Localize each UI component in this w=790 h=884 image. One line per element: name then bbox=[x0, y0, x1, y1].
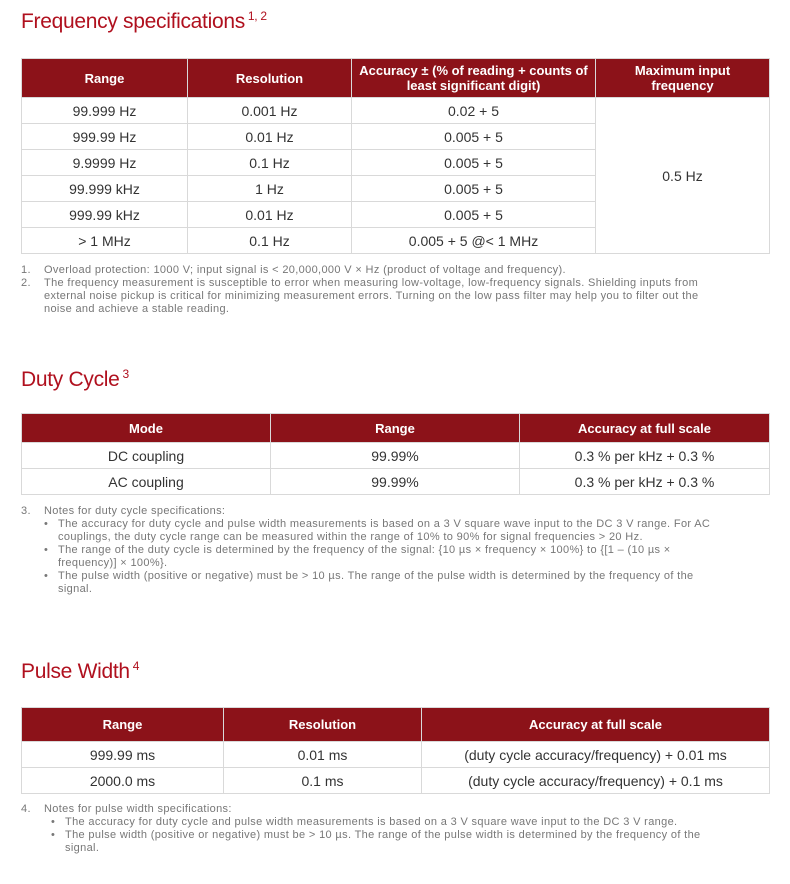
list-item: • The accuracy for duty cycle and pulse width measurements is based on a 3 V square wave input to the DC 3 V range. bbox=[65, 816, 721, 829]
accuracy-cell: 0.005 + 5 @< 1 MHz bbox=[352, 228, 596, 254]
accuracy-cell: 0.3 % per kHz + 0.3 % bbox=[520, 469, 770, 495]
frequency-header-resolution: Resolution bbox=[188, 59, 352, 98]
range-cell: 99.99% bbox=[271, 469, 520, 495]
frequency-header-row bbox=[22, 59, 770, 98]
pulse-bullet-list bbox=[21, 816, 721, 855]
table-row bbox=[22, 469, 770, 495]
frequency-header-accuracy: Accuracy ± (% of reading + counts of least significant digit) bbox=[352, 59, 596, 98]
pulse-notes bbox=[21, 803, 721, 855]
footnote bbox=[21, 277, 721, 316]
frequency-header-range: Range bbox=[22, 59, 188, 98]
accuracy-cell: 0.005 + 5 bbox=[352, 150, 596, 176]
duty-title: Duty Cycle bbox=[21, 368, 120, 391]
pulse-header-range: Range bbox=[22, 708, 224, 742]
resolution-cell: 0.001 Hz bbox=[188, 98, 352, 124]
table-row bbox=[22, 768, 770, 794]
footnote-text: Notes for duty cycle specifications: bbox=[44, 505, 226, 517]
range-cell: 99.999 kHz bbox=[22, 176, 188, 202]
footnote-text: The frequency measurement is susceptible to error when measuring low-voltage, low-frequency signals. Shielding inputs from external noise pickup is critical for minimizing measurement errors. Turning on the low pass filter may help you to filter out the noise and achieve a stable reading. bbox=[44, 277, 699, 315]
duty-header-mode: Mode bbox=[22, 414, 271, 443]
duty-header-range: Range bbox=[271, 414, 520, 443]
footnote-text: Notes for pulse width specifications: bbox=[44, 803, 232, 815]
list-item: • The range of the duty cycle is determined by the frequency of the signal: {10 µs × frequency × 100%} to {[1 – (10 µs × frequency)] × 100%}. bbox=[58, 544, 721, 570]
table-row bbox=[22, 742, 770, 768]
frequency-superscript: 1, 2 bbox=[247, 9, 267, 23]
accuracy-cell: 0.3 % per kHz + 0.3 % bbox=[520, 443, 770, 469]
accuracy-cell: 0.005 + 5 bbox=[352, 124, 596, 150]
pulse-header-resolution: Resolution bbox=[224, 708, 422, 742]
accuracy-cell: (duty cycle accuracy/frequency) + 0.1 ms bbox=[422, 768, 770, 794]
pulse-header-accuracy: Accuracy at full scale bbox=[422, 708, 770, 742]
accuracy-cell: (duty cycle accuracy/frequency) + 0.01 ms bbox=[422, 742, 770, 768]
pulse-table bbox=[21, 707, 770, 794]
range-cell: > 1 MHz bbox=[22, 228, 188, 254]
mode-cell: DC coupling bbox=[22, 443, 271, 469]
pulse-header-row bbox=[22, 708, 770, 742]
duty-heading bbox=[21, 368, 129, 392]
range-cell: 99.99% bbox=[271, 443, 520, 469]
resolution-cell: 0.1 Hz bbox=[188, 228, 352, 254]
range-cell: 999.99 ms bbox=[22, 742, 224, 768]
footnote bbox=[21, 264, 721, 277]
duty-bullet-list bbox=[21, 518, 721, 596]
list-item: • The pulse width (positive or negative) must be > 10 µs. The range of the pulse width is determined by the frequency of the signal. bbox=[65, 829, 721, 855]
footnote-text: Overload protection: 1000 V; input signal is < 20,000,000 V × Hz (product of voltage and frequency). bbox=[44, 264, 566, 276]
accuracy-cell: 0.005 + 5 bbox=[352, 202, 596, 228]
footnote bbox=[21, 505, 721, 518]
duty-superscript: 3 bbox=[122, 367, 129, 381]
frequency-notes bbox=[21, 264, 721, 316]
frequency-header-max-input: Maximum input frequency bbox=[596, 59, 770, 98]
footnote-number: 4. bbox=[21, 803, 31, 815]
resolution-cell: 0.1 ms bbox=[224, 768, 422, 794]
accuracy-cell: 0.02 + 5 bbox=[352, 98, 596, 124]
frequency-heading bbox=[21, 10, 267, 34]
pulse-heading bbox=[21, 660, 139, 684]
range-cell: 999.99 Hz bbox=[22, 124, 188, 150]
resolution-cell: 1 Hz bbox=[188, 176, 352, 202]
frequency-title: Frequency specifications bbox=[21, 10, 245, 33]
resolution-cell: 0.01 Hz bbox=[188, 124, 352, 150]
range-cell: 2000.0 ms bbox=[22, 768, 224, 794]
duty-notes bbox=[21, 505, 721, 596]
footnote-number: 1. bbox=[21, 264, 31, 276]
range-cell: 99.999 Hz bbox=[22, 98, 188, 124]
duty-header-row bbox=[22, 414, 770, 443]
footnote-number: 3. bbox=[21, 505, 31, 517]
table-row bbox=[22, 443, 770, 469]
max-input-cell: 0.5 Hz bbox=[596, 98, 770, 254]
accuracy-cell: 0.005 + 5 bbox=[352, 176, 596, 202]
resolution-cell: 0.01 Hz bbox=[188, 202, 352, 228]
footnote bbox=[21, 803, 721, 816]
range-cell: 999.99 kHz bbox=[22, 202, 188, 228]
footnote-number: 2. bbox=[21, 277, 31, 289]
mode-cell: AC coupling bbox=[22, 469, 271, 495]
pulse-title: Pulse Width bbox=[21, 660, 130, 683]
resolution-cell: 0.1 Hz bbox=[188, 150, 352, 176]
pulse-superscript: 4 bbox=[132, 659, 140, 673]
resolution-cell: 0.01 ms bbox=[224, 742, 422, 768]
list-item: • The pulse width (positive or negative) must be > 10 µs. The range of the pulse width is determined by the frequency of the signal. bbox=[58, 570, 721, 596]
table-row bbox=[22, 98, 770, 124]
range-cell: 9.9999 Hz bbox=[22, 150, 188, 176]
frequency-table bbox=[21, 58, 770, 254]
duty-header-accuracy: Accuracy at full scale bbox=[520, 414, 770, 443]
list-item: • The accuracy for duty cycle and pulse width measurements is based on a 3 V square wave input to the DC 3 V range. For AC couplings, the duty cycle range can be measured within the range of 10% to 90% for signal frequencies > 20 Hz. bbox=[58, 518, 721, 544]
duty-table bbox=[21, 413, 770, 495]
